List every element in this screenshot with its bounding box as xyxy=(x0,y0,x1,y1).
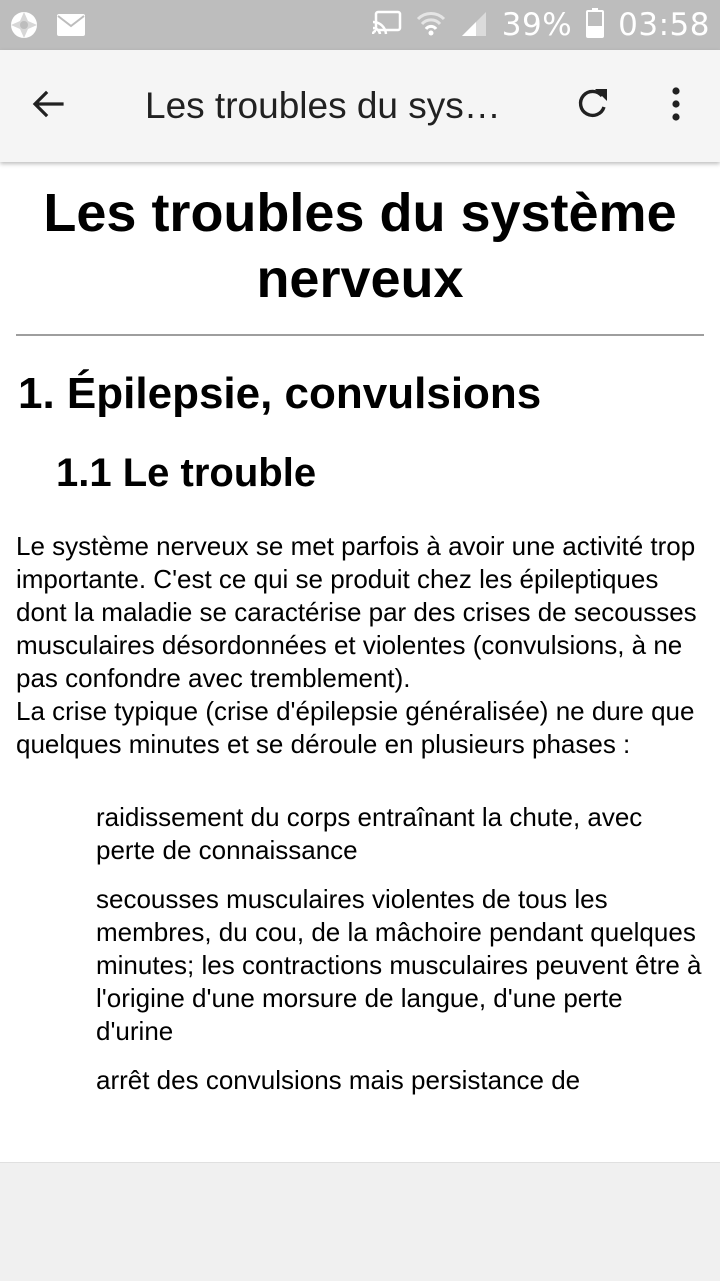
aperture-icon xyxy=(10,11,38,44)
mail-icon xyxy=(56,13,86,42)
phase-list xyxy=(96,801,702,1097)
list-item: raidissement du corps entraînant la chute, avec perte de connaissance xyxy=(96,802,643,865)
paragraph: La crise typique (crise d'épilepsie généralisée) ne dure que quelques minutes et se déroule en plusieurs phases : xyxy=(16,696,695,759)
more-vert-icon xyxy=(670,86,682,127)
app-bar xyxy=(0,50,720,162)
subsection-heading: 1.1 Le trouble xyxy=(56,451,317,495)
overflow-menu-button[interactable] xyxy=(646,76,706,136)
refresh-icon xyxy=(573,85,611,128)
status-bar xyxy=(0,0,720,50)
bottom-panel xyxy=(0,1162,720,1281)
wifi-icon xyxy=(416,10,446,41)
paragraph: Le système nerveux se met parfois à avoir une activité trop importante. C'est ce qui se produit chez les épileptiques dont la maladie se caractérise par des crises de secousses musculaires désordonnées et violentes (convulsions, à ne pas confondre avec tremblement). xyxy=(16,531,697,693)
refresh-button[interactable] xyxy=(562,76,622,136)
battery-percent: 39% xyxy=(501,7,573,43)
cast-icon xyxy=(372,10,402,41)
body-text xyxy=(16,530,702,761)
toolbar-title: Les troubles du sys… xyxy=(145,85,501,126)
back-button[interactable] xyxy=(18,76,78,136)
signal-icon xyxy=(460,10,488,41)
list-item: secousses musculaires violentes de tous les membres, du cou, de la mâchoire pendant quelques minutes; les contractions musculaires peuvent être à l'origine d'une morsure de langue, d'une perte d'urine xyxy=(96,884,702,1046)
web-content[interactable] xyxy=(0,162,720,1162)
list-item: arrêt des convulsions mais persistance de xyxy=(96,1065,581,1095)
divider xyxy=(16,334,704,336)
clock: 03:58 xyxy=(618,7,710,43)
page-title: Les troubles du système nerveux xyxy=(43,183,677,309)
section-heading: 1. Épilepsie, convulsions xyxy=(18,369,542,418)
back-arrow-icon xyxy=(30,86,66,127)
battery-icon xyxy=(586,8,604,43)
